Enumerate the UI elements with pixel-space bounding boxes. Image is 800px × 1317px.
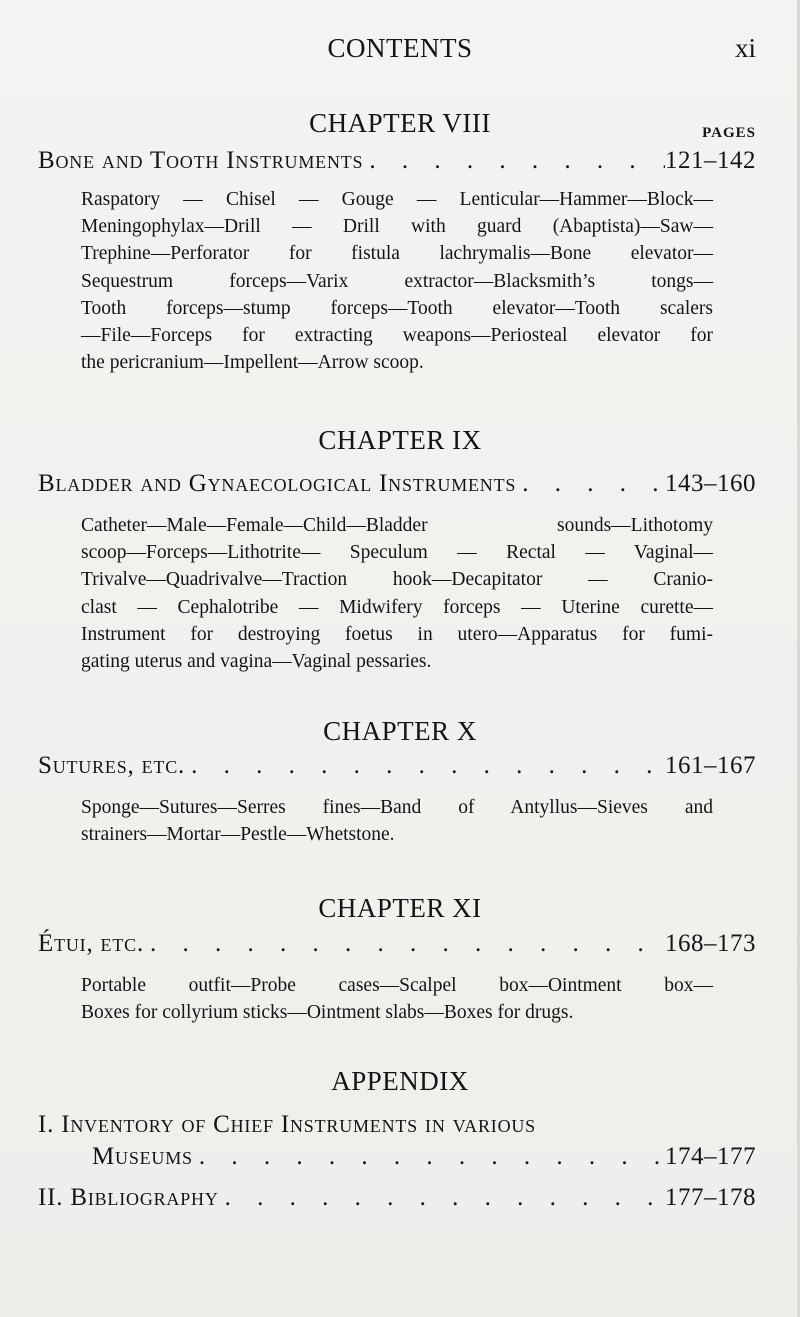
summary-line: Raspatory — Chisel — Gouge — Lenticular—Hammer—Block— (81, 189, 713, 210)
toc-entry-pages: 161–167 (665, 752, 756, 779)
chapter-heading: CHAPTER IX (318, 425, 482, 455)
toc-entry (38, 930, 756, 962)
page-number: xi (734, 33, 756, 63)
pages-column-label: PAGES (702, 125, 756, 141)
chapter-summary (81, 186, 713, 376)
toc-entry-title: Sutures, etc. (38, 752, 186, 779)
toc-entry-pages: 168–173 (665, 930, 756, 957)
summary-line: clast — Cephalotribe — Midwifery forceps — Uterine curette— (81, 596, 713, 618)
chapter-summary (81, 972, 713, 1026)
chapter-summary (81, 512, 713, 675)
summary-line: Sponge—Sutures—Serres fines—Band of Antyllus—Sieves and (81, 797, 713, 818)
appendix-entry-line: I. Inventory of Chief Instruments in various (38, 1111, 536, 1138)
toc-entry (38, 147, 756, 179)
summary-line: Trephine—Perforator for fistula lachrymalis—Bone elevator— (81, 243, 713, 265)
summary-line: —File—Forceps for extracting weapons—Periosteal elevator for (81, 325, 713, 347)
chapter-heading: CHAPTER X (323, 716, 477, 746)
chapter-heading: CHAPTER XI (318, 893, 482, 923)
dot-leader (363, 147, 665, 175)
summary-line: Sequestrum forceps—Varix extractor—Blacksmith’s tongs— (81, 270, 713, 292)
toc-entry-title: Étui, etc. (38, 930, 145, 957)
summary-line: strainers—Mortar—Pestle—Whetstone. (81, 824, 395, 846)
toc-entry-title: II. Bibliography (38, 1184, 219, 1211)
summary-line: Trivalve—Quadrivalve—Traction hook—Decapitator — Cranio- (81, 569, 713, 591)
toc-entry-pages: 174–177 (665, 1143, 756, 1170)
dot-leader (144, 930, 665, 958)
toc-entry (38, 470, 756, 502)
toc-entry-title: Museums (92, 1143, 193, 1170)
dot-leader (193, 1143, 665, 1171)
toc-entry-title: Bladder and Gynaecological Instruments (38, 470, 517, 497)
summary-line: Meningophylax—Drill — Drill with guard (Abaptista)—Saw— (81, 216, 713, 238)
toc-entry-pages: 121–142 (665, 147, 756, 174)
summary-line: Tooth forceps—stump forceps—Tooth elevator—Tooth scalers (81, 297, 713, 319)
dot-leader (185, 752, 665, 780)
toc-entry (38, 1184, 756, 1216)
chapter-summary (81, 794, 713, 848)
summary-line: Portable outfit—Probe cases—Scalpel box—Ointment box— (81, 975, 713, 996)
toc-entry-title: Bone and Tooth Instruments (38, 147, 364, 174)
toc-entry (38, 752, 756, 784)
dot-leader (516, 470, 665, 498)
toc-entry-pages: 143–160 (665, 470, 756, 497)
summary-line: scoop—Forceps—Lithotrite— Speculum — Rectal — Vaginal— (81, 542, 713, 564)
summary-line: Boxes for collyrium sticks—Ointment slabs—Boxes for drugs. (81, 1002, 574, 1024)
dot-leader (219, 1184, 665, 1212)
toc-entry-pages: 177–178 (665, 1184, 756, 1211)
toc-entry (92, 1143, 756, 1175)
summary-line: Instrument for destroying foetus in utero—Apparatus for fumi- (81, 623, 713, 645)
chapter-heading: CHAPTER VIII (309, 108, 491, 138)
summary-line: Catheter—Male—Female—Child—Bladder sounds—Lithotomy (81, 515, 713, 536)
summary-line: the pericranium—Impellent—Arrow scoop. (81, 352, 424, 374)
summary-line: gating uterus and vagina—Vaginal pessaries. (81, 651, 432, 673)
running-head-title: CONTENTS (327, 33, 473, 63)
appendix-heading: APPENDIX (331, 1066, 469, 1096)
